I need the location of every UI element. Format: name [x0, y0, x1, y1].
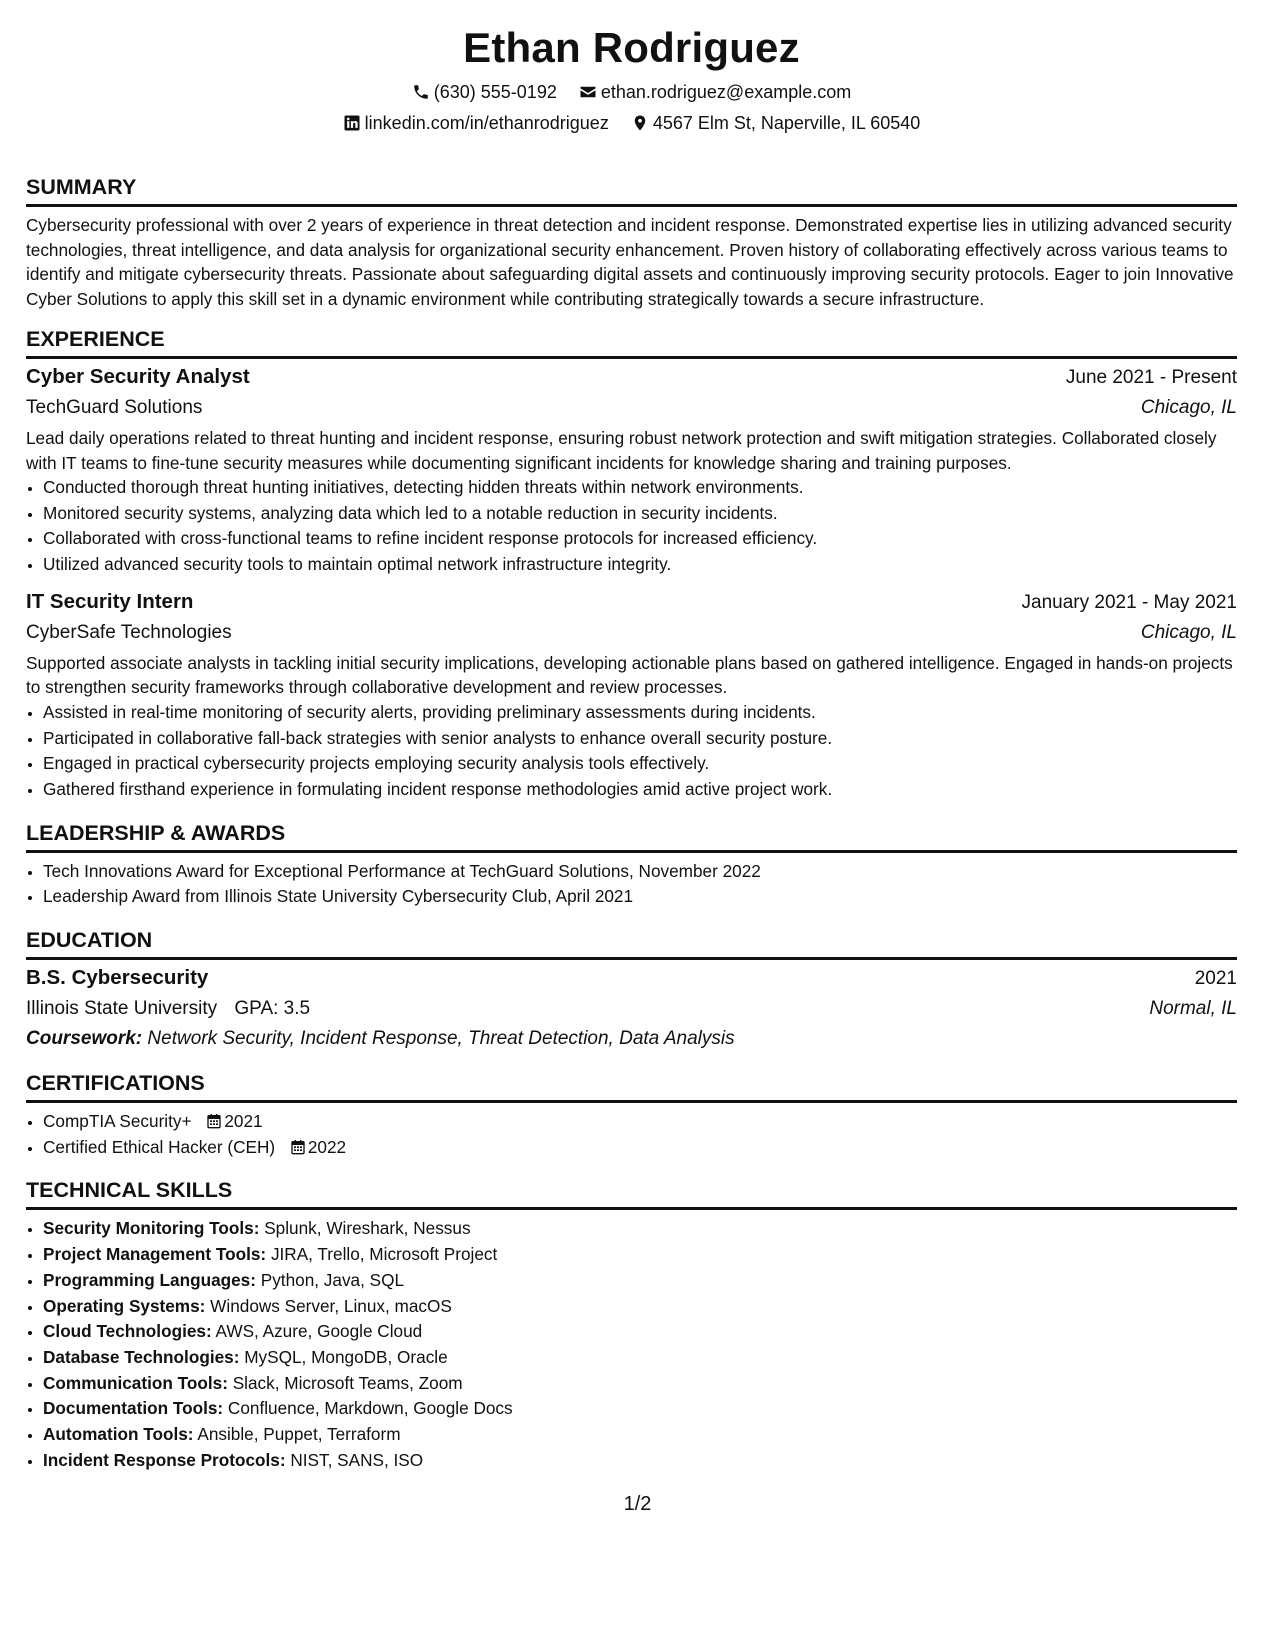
- section-title-experience: EXPERIENCE: [26, 326, 1237, 359]
- skill-value: Slack, Microsoft Teams, Zoom: [232, 1372, 463, 1393]
- degree: B.S. Cybersecurity: [26, 966, 209, 990]
- skills-section: [26, 1177, 1237, 1473]
- list-item: [43, 1448, 1237, 1474]
- contact-row-1: [26, 81, 1237, 103]
- skill-value: Ansible, Puppet, Terraform: [197, 1424, 401, 1445]
- list-item: [43, 1371, 1237, 1397]
- skill-value: AWS, Azure, Google Cloud: [215, 1321, 423, 1342]
- linkedin-contact[interactable]: [343, 112, 609, 134]
- phone-icon: [412, 83, 430, 101]
- list-item: • Gathered firsthand experience in formulating incident response methodologies amid active project work.: [43, 777, 1237, 803]
- section-title-leadership: LEADERSHIP & AWARDS: [26, 820, 1237, 853]
- school-name: Illinois State University: [26, 998, 218, 1020]
- gpa: GPA: 3.5: [234, 998, 311, 1020]
- page-number: 1/2: [623, 1493, 652, 1515]
- job-entry: [26, 363, 1237, 578]
- list-item: [43, 1216, 1237, 1242]
- skill-value: Splunk, Wireshark, Nessus: [264, 1218, 471, 1239]
- job-bullets: [26, 475, 1237, 578]
- skill-value: NIST, SANS, ISO: [290, 1449, 424, 1470]
- skill-label: Operating Systems:: [43, 1295, 206, 1316]
- leadership-section: [26, 820, 1237, 910]
- section-title-summary: SUMMARY: [26, 174, 1237, 207]
- email-address[interactable]: ethan.rodriguez@example.com: [600, 82, 852, 102]
- job-entry: [26, 588, 1237, 803]
- experience-section: [26, 326, 1237, 803]
- coursework-label: Coursework:: [26, 1028, 143, 1050]
- skill-label: Communication Tools:: [43, 1372, 228, 1393]
- job-title: Cyber Security Analyst: [26, 365, 250, 388]
- job-dates: January 2021 - May 2021: [1021, 591, 1237, 613]
- candidate-name: Ethan Rodriguez: [463, 24, 800, 71]
- cert-year: 2022: [307, 1136, 347, 1157]
- skill-value: Python, Java, SQL: [260, 1269, 405, 1290]
- email-contact[interactable]: [579, 81, 851, 103]
- skill-label: Security Monitoring Tools:: [43, 1218, 260, 1239]
- skills-list: [26, 1216, 1237, 1473]
- linkedin-url[interactable]: linkedin.com/in/ethanrodriguez: [364, 113, 609, 133]
- list-item: • Tech Innovations Award for Exceptional Performance at TechGuard Solutions, November 2022: [43, 859, 1237, 885]
- cert-name: CompTIA Security+: [43, 1111, 192, 1132]
- section-title-certifications: CERTIFICATIONS: [26, 1070, 1237, 1103]
- skill-label: Incident Response Protocols:: [43, 1449, 286, 1470]
- certifications-section: [26, 1070, 1237, 1160]
- skill-value: Windows Server, Linux, macOS: [210, 1295, 452, 1316]
- education-section: [26, 927, 1237, 1053]
- list-item: [43, 1242, 1237, 1268]
- list-item: • Engaged in practical cybersecurity projects employing security analysis tools effectively.: [43, 751, 1237, 777]
- contact-row-2: [26, 112, 1237, 134]
- awards-list: [26, 859, 1237, 910]
- job-location: Chicago, IL: [1140, 621, 1237, 643]
- list-item: [43, 1422, 1237, 1448]
- list-item: [43, 1109, 1237, 1135]
- list-item: [43, 1135, 1237, 1161]
- map-pin-icon: [631, 114, 649, 132]
- job-bullets: [26, 700, 1237, 803]
- job-dates: June 2021 - Present: [1065, 367, 1237, 388]
- skill-label: Programming Languages:: [43, 1269, 256, 1290]
- list-item: • Assisted in real-time monitoring of security alerts, providing preliminary assessments during incidents.: [43, 700, 1237, 726]
- linkedin-icon: [343, 114, 361, 132]
- job-location: Chicago, IL: [1140, 397, 1237, 418]
- envelope-icon: [579, 83, 597, 101]
- skill-label: Cloud Technologies:: [43, 1321, 212, 1342]
- section-title-skills: TECHNICAL SKILLS: [26, 1177, 1237, 1210]
- skill-value: Confluence, Markdown, Google Docs: [227, 1398, 513, 1419]
- list-item: • Participated in collaborative fall-back strategies with senior analysts to enhance overall security posture.: [43, 726, 1237, 752]
- list-item: • Utilized advanced security tools to maintain optimal network infrastructure integrity.: [43, 552, 1237, 578]
- phone-contact: [412, 81, 557, 103]
- cert-year: 2021: [224, 1111, 263, 1132]
- coursework-list: Network Security, Incident Response, Threat Detection, Data Analysis: [147, 1028, 735, 1050]
- summary-text: Cybersecurity professional with over 2 years of experience in threat detection and incident response. Demonstrated expertise lies in utilizing advanced security technologies, threat intelligence, and data analysis for organizational security enhancement. Proven history of collaborating effectively across various teams to identify and mitigate cybersecurity threats. Passionate about safeguarding digital assets and continuously improving security protocols. Eager to join Innovative Cyber Solutions to apply this skill set in a dynamic environment while contributing strategically towards a secure infrastructure.: [26, 215, 1234, 309]
- graduation-year: 2021: [1194, 968, 1237, 990]
- calendar-icon: [206, 1113, 222, 1129]
- skill-label: Project Management Tools:: [43, 1244, 267, 1265]
- job-title: IT Security Intern: [26, 589, 194, 613]
- job-description: Lead daily operations related to threat hunting and incident response, ensuring robust network protection and swift mitigation strategies. Collaborated closely with IT teams to fine-tune security measures while documenting significant incidents for knowledge sharing and training purposes.: [26, 428, 1217, 473]
- coursework: [26, 1025, 1237, 1053]
- cert-name: Certified Ethical Hacker (CEH): [43, 1136, 276, 1157]
- list-item: [43, 1294, 1237, 1320]
- list-item: [43, 1268, 1237, 1294]
- address-contact: [631, 112, 921, 134]
- phone-number: (630) 555-0192: [433, 82, 557, 102]
- list-item: • Leadership Award from Illinois State University Cybersecurity Club, April 2021: [43, 884, 1237, 910]
- list-item: • Monitored security systems, analyzing data which led to a notable reduction in security incidents.: [43, 501, 1237, 527]
- certifications-list: [26, 1109, 1237, 1160]
- job-description: Supported associate analysts in tackling initial security implications, developing actionable plans based on gathered intelligence. Engaged in hands-on projects to strengthen security frameworks through collaborative development and review processes.: [26, 652, 1233, 698]
- skill-label: Documentation Tools:: [43, 1398, 224, 1419]
- calendar-icon: [290, 1139, 306, 1155]
- skill-label: Database Technologies:: [43, 1346, 240, 1367]
- job-company: CyberSafe Technologies: [26, 621, 232, 643]
- school-location: Normal, IL: [1149, 998, 1237, 1020]
- section-title-education: EDUCATION: [26, 927, 1237, 960]
- list-item: • Conducted thorough threat hunting initiatives, detecting hidden threats within network environments.: [43, 475, 1237, 501]
- skill-label: Automation Tools:: [43, 1424, 194, 1445]
- list-item: [43, 1345, 1237, 1371]
- skill-value: JIRA, Trello, Microsoft Project: [270, 1244, 498, 1265]
- summary-section: [26, 174, 1237, 311]
- job-company: TechGuard Solutions: [26, 397, 203, 418]
- address-text: 4567 Elm St, Naperville, IL 60540: [652, 113, 921, 133]
- list-item: [43, 1319, 1237, 1345]
- list-item: [43, 1396, 1237, 1422]
- list-item: • Collaborated with cross-functional teams to refine incident response protocols for increased efficiency.: [43, 526, 1237, 552]
- skill-value: MySQL, MongoDB, Oracle: [244, 1346, 448, 1367]
